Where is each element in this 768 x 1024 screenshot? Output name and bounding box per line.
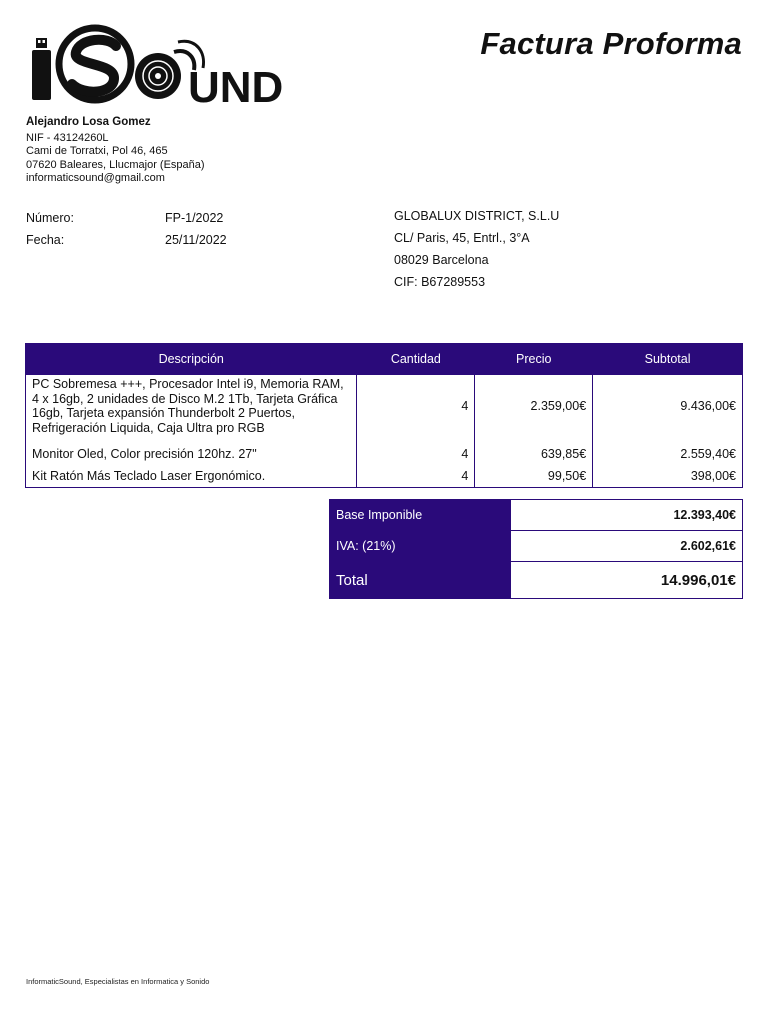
client-info: [394, 205, 559, 293]
items-table: [25, 343, 743, 488]
issuer-email: informaticsound@gmail.com: [26, 172, 165, 185]
logo-text: UND: [188, 63, 284, 108]
item-quantity: 4: [357, 439, 475, 463]
iva-value: 2.602,61€: [511, 531, 743, 562]
issuer-nif: NIF - 43124260L: [26, 131, 109, 144]
issuer-name: Alejandro Losa Gomez: [26, 116, 151, 128]
item-description: Kit Ratón Más Teclado Laser Ergonómico.: [26, 463, 357, 488]
base-imponible-value: 12.393,40€: [511, 500, 743, 531]
totals-row-base: [330, 500, 743, 531]
invoice-number-value: FP-1/2022: [165, 211, 224, 225]
item-subtotal: 2.559,40€: [593, 439, 743, 463]
item-quantity: 4: [357, 463, 475, 488]
col-header-description: Descripción: [26, 344, 357, 375]
document-title: Factura Proforma: [480, 26, 742, 61]
total-label: Total: [330, 562, 511, 599]
item-description: PC Sobremesa +++, Procesador Intel i9, Memoria RAM, 4 x 16gb, 2 unidades de Disco M.2 1Tb, Tarjeta Gráfica 16gb, Tarjeta expansión Thunderbolt 2 Puertos, Refrigeración Liquida, Caja Ultra pro RGB: [26, 375, 357, 439]
iva-label: IVA: (21%): [330, 531, 511, 562]
item-price: 639,85€: [475, 439, 593, 463]
item-subtotal: 398,00€: [593, 463, 743, 488]
table-row: [26, 439, 743, 463]
client-cif: CIF: B67289553: [394, 275, 486, 289]
invoice-number-row: [26, 207, 227, 229]
item-quantity: 4: [357, 375, 475, 439]
base-imponible-label: Base Imponible: [330, 500, 511, 531]
issuer-info: [26, 116, 205, 186]
client-address: CL/ Paris, 45, Entrl., 3°A: [394, 231, 530, 245]
totals-row-iva: [330, 531, 743, 562]
invoice-date-row: [26, 229, 227, 251]
totals-table: [329, 499, 743, 599]
client-name: GLOBALUX DISTRICT, S.L.U: [394, 209, 560, 223]
col-header-price: Precio: [475, 344, 593, 375]
invoice-date-label: Fecha:: [26, 233, 65, 247]
table-row: [26, 463, 743, 488]
footer-text: InformaticSound, Especialistas en Informatica y Sonido: [26, 977, 210, 986]
items-header-row: [26, 344, 743, 375]
item-subtotal: 9.436,00€: [593, 375, 743, 439]
item-price: 2.359,00€: [475, 375, 593, 439]
totals-row-total: [330, 562, 743, 599]
isound-logo: [28, 24, 326, 108]
invoice-meta: [26, 207, 227, 251]
table-row: [26, 375, 743, 439]
invoice-number-label: Número:: [26, 211, 74, 225]
invoice-date-value: 25/11/2022: [165, 233, 227, 247]
item-price: 99,50€: [475, 463, 593, 488]
client-city: 08029 Barcelona: [394, 253, 489, 267]
item-description: Monitor Oled, Color precisión 120hz. 27": [26, 439, 357, 463]
col-header-quantity: Cantidad: [357, 344, 475, 375]
total-value: 14.996,01€: [511, 562, 743, 599]
issuer-address-line1: Cami de Torratxi, Pol 46, 465: [26, 145, 168, 158]
col-header-subtotal: Subtotal: [593, 344, 743, 375]
issuer-address-line2: 07620 Baleares, Llucmajor (España): [26, 158, 205, 171]
